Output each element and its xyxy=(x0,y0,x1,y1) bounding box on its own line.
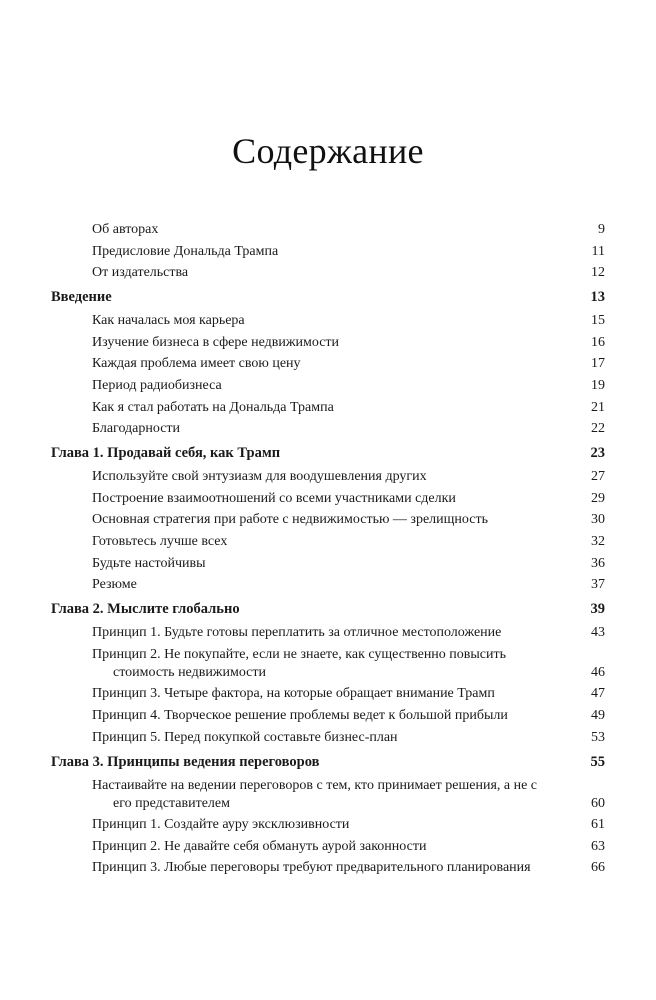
toc-page-number: 30 xyxy=(591,512,605,528)
toc-section-entry[interactable] xyxy=(51,355,605,373)
toc-page-number: 21 xyxy=(591,399,605,415)
toc-section-entry[interactable] xyxy=(51,777,605,813)
toc-page-number: 61 xyxy=(591,817,605,833)
toc-page-number: 63 xyxy=(591,838,605,854)
toc-entry-title: Принцип 5. Перед покупкой составьте бизнес-план xyxy=(92,729,398,745)
toc-entry-title: Основная стратегия при работе с недвижимостью — зрелищность xyxy=(92,512,488,528)
toc-page-number: 47 xyxy=(591,686,605,702)
toc-entry-title: Принцип 1. Будьте готовы переплатить за отличное местоположение xyxy=(92,625,502,641)
toc-page-number: 15 xyxy=(591,313,605,329)
toc-entry-title: Благодарности xyxy=(92,421,181,437)
toc-section-entry[interactable] xyxy=(51,264,605,282)
toc-section-entry[interactable] xyxy=(51,838,605,856)
toc-entry-title: Настаивайте на ведении переговоров с тем, кто принимает решения, а не с его представителем xyxy=(92,777,538,811)
toc-entry-title: Глава 2. Мыслите глобально xyxy=(51,601,240,618)
toc-entry-title: Принцип 3. Любые переговоры требуют предварительного планирования xyxy=(92,860,531,876)
toc-entry-title: Резюме xyxy=(92,577,137,593)
toc-section-entry[interactable] xyxy=(51,312,605,330)
toc-entry-title: Принцип 1. Создайте ауру эксклюзивности xyxy=(92,817,350,833)
toc-section-entry[interactable] xyxy=(51,533,605,551)
toc-page-number: 53 xyxy=(591,729,605,745)
toc-page-number: 13 xyxy=(590,289,605,306)
toc-page-number: 23 xyxy=(590,445,605,462)
toc-page-number: 27 xyxy=(591,469,605,485)
toc-page-number: 37 xyxy=(591,577,605,593)
toc-page-number: 43 xyxy=(591,625,605,641)
toc-page-number: 55 xyxy=(590,753,605,770)
toc-entry-title: Готовьтесь лучше всех xyxy=(92,533,228,549)
toc-page-number: 12 xyxy=(591,265,605,281)
toc-section-entry[interactable] xyxy=(51,816,605,834)
toc-entry-title: От издательства xyxy=(92,265,189,281)
toc-entry-title: Используйте свой энтузиазм для воодушевления других xyxy=(92,469,427,485)
toc-page-number: 66 xyxy=(591,860,605,876)
toc-section-entry[interactable] xyxy=(51,859,605,877)
toc-page-number: 29 xyxy=(591,490,605,506)
toc-section-entry[interactable] xyxy=(51,624,605,642)
toc-section-entry[interactable] xyxy=(51,399,605,417)
toc-section-entry[interactable] xyxy=(51,511,605,529)
toc-page-number: 9 xyxy=(598,222,605,237)
toc-page-number: 11 xyxy=(591,243,605,259)
table-of-contents xyxy=(51,221,605,881)
toc-section-entry[interactable] xyxy=(51,468,605,486)
toc-entry-title: Принцип 2. Не покупайте, если не знаете, как существенно повысить стоимость недвижимости xyxy=(92,646,507,680)
toc-entry-title: Каждая проблема имеет свою цену xyxy=(92,356,301,372)
toc-page-number: 36 xyxy=(591,555,605,571)
toc-entry-title: Принцип 4. Творческое решение проблемы ведет к большой прибыли xyxy=(92,707,508,723)
toc-section-entry[interactable] xyxy=(51,377,605,395)
toc-entry-title: Будьте настойчивы xyxy=(92,555,206,571)
toc-chapter-entry[interactable] xyxy=(51,753,605,771)
toc-entry-title: Принцип 2. Не давайте себя обмануть аурой законности xyxy=(92,838,427,854)
toc-entry-title: Как я стал работать на Дональда Трампа xyxy=(92,399,334,415)
toc-entry-title: Период радиобизнеса xyxy=(92,377,222,393)
toc-section-entry[interactable] xyxy=(51,334,605,352)
toc-page-number: 32 xyxy=(591,533,605,549)
toc-entry-title: Как началась моя карьера xyxy=(92,313,245,329)
toc-page-number: 19 xyxy=(591,377,605,393)
toc-page-number: 49 xyxy=(591,707,605,723)
toc-chapter-entry[interactable] xyxy=(51,444,605,462)
toc-section-entry[interactable] xyxy=(51,243,605,261)
toc-section-entry[interactable] xyxy=(51,555,605,573)
toc-section-entry[interactable] xyxy=(51,685,605,703)
toc-page-number: 60 xyxy=(591,795,605,811)
toc-entry-title: Предисловие Дональда Трампа xyxy=(92,243,279,259)
toc-section-entry[interactable] xyxy=(51,729,605,747)
toc-page-number: 17 xyxy=(591,356,605,372)
toc-page-number: 39 xyxy=(590,601,605,618)
toc-section-entry[interactable] xyxy=(51,420,605,438)
toc-section-entry[interactable] xyxy=(51,221,605,239)
toc-entry-title: Об авторах xyxy=(92,222,159,237)
toc-entry-title: Принцип 3. Четыре фактора, на которые обращает внимание Трамп xyxy=(92,686,495,702)
toc-section-entry[interactable] xyxy=(51,707,605,725)
toc-page-number: 22 xyxy=(591,421,605,437)
toc-page-number: 16 xyxy=(591,334,605,350)
toc-entry-title: Построение взаимоотношений со всеми участниками сделки xyxy=(92,490,456,506)
toc-entry-title: Глава 3. Принципы ведения переговоров xyxy=(51,753,320,770)
toc-section-entry[interactable] xyxy=(51,646,605,682)
toc-section-entry[interactable] xyxy=(51,490,605,508)
toc-page-number: 46 xyxy=(591,664,605,680)
toc-section-entry[interactable] xyxy=(51,576,605,594)
toc-entry-title: Изучение бизнеса в сфере недвижимости xyxy=(92,334,340,350)
toc-entry-title: Глава 1. Продавай себя, как Трамп xyxy=(51,445,281,462)
page-title: Содержание xyxy=(232,131,424,171)
toc-entry-title: Введение xyxy=(51,289,112,306)
toc-chapter-entry[interactable] xyxy=(51,600,605,618)
toc-chapter-entry[interactable] xyxy=(51,288,605,306)
